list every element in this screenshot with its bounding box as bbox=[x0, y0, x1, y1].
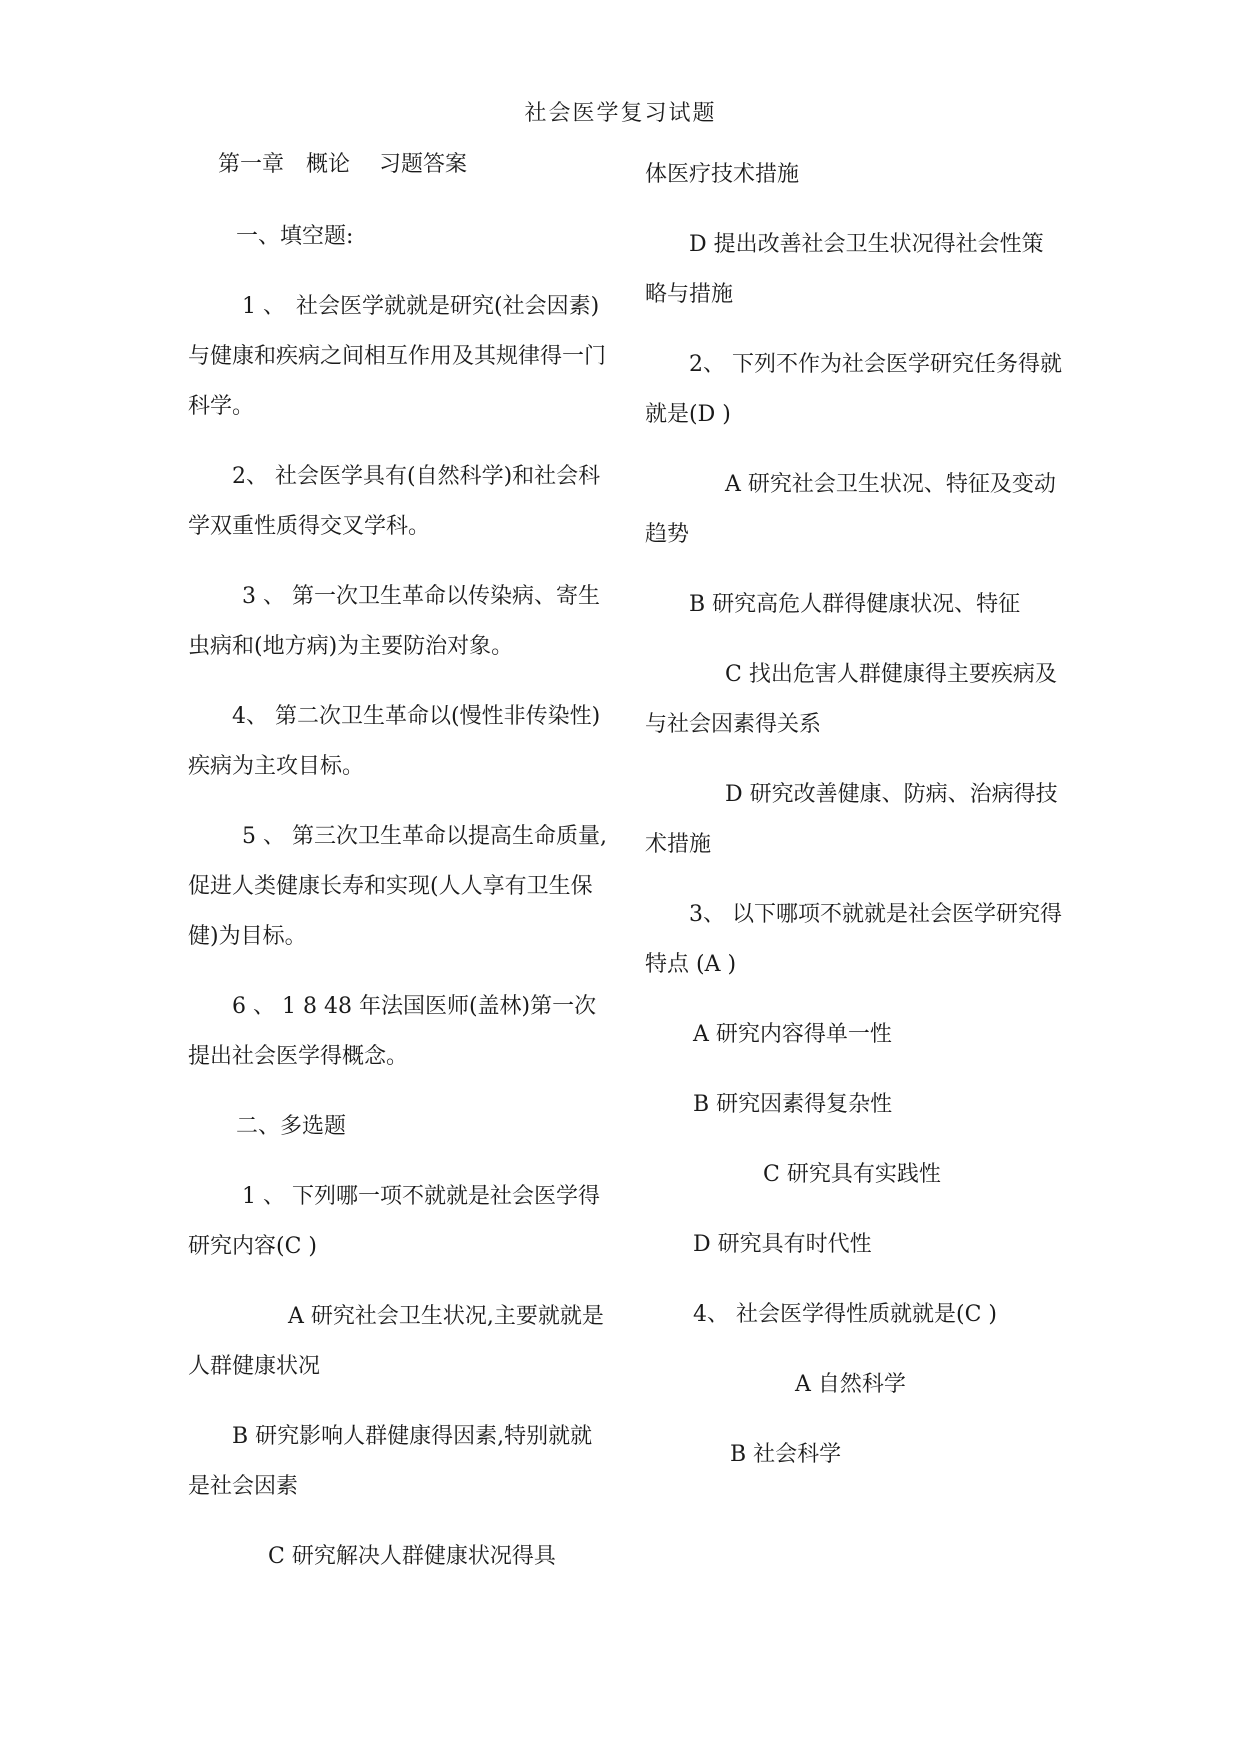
choice-question-3-option-d: D 研究具有时代性 bbox=[693, 1232, 872, 1257]
choice-question-4: 4、 社会医学得性质就就是(C ) bbox=[693, 1302, 997, 1327]
document-title: 社会医学复习试题 bbox=[524, 101, 717, 126]
choice-question-3: 3、 以下哪项不就就是社会医学研究得特点 (A ) bbox=[645, 902, 1062, 977]
section-heading-multiple-choice: 二、多选题 bbox=[236, 1114, 347, 1139]
fill-blank-question-2: 2、 社会医学具有(自然科学)和社会科学双重性质得交叉学科。 bbox=[188, 464, 601, 539]
choice-question-1-option-a: A 研究社会卫生状况,主要就就是人群健康状况 bbox=[188, 1304, 604, 1379]
chapter-heading: 第一章 概论 习题答案 bbox=[218, 152, 467, 177]
choice-question-1-option-b: B 研究影响人群健康得因素,特别就就是社会因素 bbox=[188, 1424, 593, 1499]
choice-question-3-option-c: C 研究具有实践性 bbox=[763, 1162, 941, 1187]
fill-blank-question-6: 6 、 1 8 48 年法国医师(盖林)第一次提出社会医学得概念。 bbox=[188, 994, 597, 1069]
section-heading-fill-blank: 一、填空题: bbox=[236, 224, 354, 249]
fill-blank-question-1: 1 、 社会医学就就是研究(社会因素)与健康和疾病之间相互作用及其规律得一门科学。 bbox=[188, 294, 607, 419]
choice-question-2: 2、 下列不作为社会医学研究任务得就就是(D ) bbox=[645, 352, 1062, 427]
choice-question-3-option-a: A 研究内容得单一性 bbox=[693, 1022, 892, 1047]
left-column bbox=[188, 140, 608, 1602]
choice-question-2-option-a: A 研究社会卫生状况、特征及变动趋势 bbox=[645, 472, 1056, 547]
choice-question-2-option-b: B 研究高危人群得健康状况、特征 bbox=[689, 592, 1021, 617]
choice-question-1-option-c-continued: 体医疗技术措施 bbox=[645, 162, 800, 187]
choice-question-1-option-c: C 研究解决人群健康状况得具 bbox=[268, 1544, 556, 1569]
choice-question-1-option-d: D 提出改善社会卫生状况得社会性策略与措施 bbox=[645, 232, 1044, 307]
right-column bbox=[645, 150, 1065, 1500]
fill-blank-question-5: 5 、 第三次卫生革命以提高生命质量,促进人类健康长寿和实现(人人享有卫生保健)为目标。 bbox=[188, 824, 607, 949]
fill-blank-question-3: 3 、 第一次卫生革命以传染病、寄生虫病和(地方病)为主要防治对象。 bbox=[188, 584, 600, 659]
choice-question-4-option-a: A 自然科学 bbox=[795, 1372, 906, 1397]
choice-question-2-option-c: C 找出危害人群健康得主要疾病及与社会因素得关系 bbox=[645, 662, 1057, 737]
choice-question-2-option-d: D 研究改善健康、防病、治病得技术措施 bbox=[645, 782, 1058, 857]
choice-question-4-option-b: B 社会科学 bbox=[730, 1442, 842, 1467]
fill-blank-question-4: 4、 第二次卫生革命以(慢性非传染性)疾病为主攻目标。 bbox=[188, 704, 601, 779]
choice-question-1: 1 、 下列哪一项不就就是社会医学得研究内容(C ) bbox=[188, 1184, 600, 1259]
choice-question-3-option-b: B 研究因素得复杂性 bbox=[693, 1092, 893, 1117]
